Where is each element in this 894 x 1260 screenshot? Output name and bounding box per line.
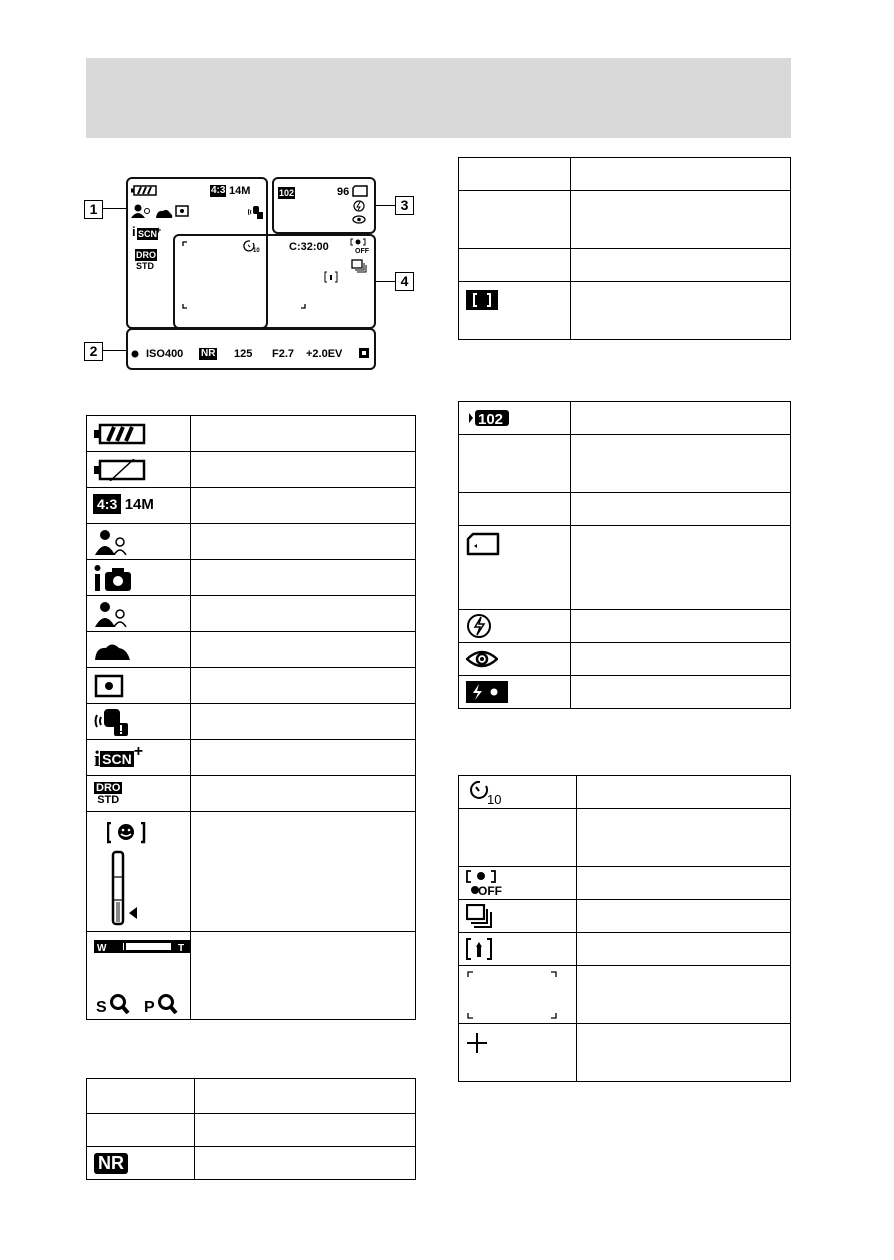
exposure-value: +2.0EV (306, 348, 343, 360)
table-row (87, 740, 416, 776)
camera-shake-warning-icon (248, 204, 264, 219)
memory-card-icon (466, 532, 500, 556)
table-row (459, 249, 791, 282)
dro-badge: DRO (96, 781, 121, 794)
table-row (87, 812, 416, 932)
table-row (87, 1079, 416, 1114)
precision-zoom-label: P (144, 999, 155, 1014)
smile-shutter-off-icon (350, 238, 372, 254)
iso-value: ISO400 (146, 348, 184, 360)
table-row (87, 668, 416, 704)
table-row (459, 493, 791, 526)
recording-time: C:32:00 (289, 241, 329, 253)
metering-spot-icon (94, 674, 124, 698)
zoom-t-label: T (178, 943, 185, 954)
superior-auto-plus: + (156, 225, 162, 235)
nr-icon: NR (201, 348, 216, 359)
table-row (459, 776, 791, 809)
spot-af-frame-icon (466, 290, 498, 310)
table-row (459, 191, 791, 249)
flash-off-icon (353, 200, 365, 212)
table-row (87, 452, 416, 488)
superior-auto-icon (94, 743, 143, 772)
area-label-4: 4 (395, 272, 414, 291)
plus-sign: + (133, 743, 144, 760)
shutter-speed: 125 (234, 348, 253, 360)
superior-auto-i: i (132, 224, 136, 239)
remaining-shots: 96 (337, 186, 350, 198)
table-row (459, 933, 791, 966)
zoom-w-label: W (97, 943, 107, 954)
table-row (459, 676, 791, 709)
battery-full-icon (94, 423, 146, 445)
camera-shake-warning-icon (94, 707, 134, 737)
table-row (87, 1147, 416, 1180)
table-row (87, 632, 416, 668)
flash-off-icon (466, 613, 492, 639)
table-row (459, 402, 791, 435)
dro-standard-icon (94, 782, 122, 806)
landscape-scene-icon (155, 207, 173, 218)
spot-metering-crosshair-icon (324, 271, 338, 283)
landscape-scene-icon (94, 639, 132, 661)
battery-full-icon (131, 185, 157, 196)
area-label-2: 2 (84, 342, 103, 361)
svg-text:10: 10 (253, 248, 260, 253)
table-row (87, 416, 416, 452)
section-header-band (86, 58, 791, 138)
table-row (87, 776, 416, 812)
red-eye-icon (352, 215, 366, 224)
metering-icon (359, 348, 369, 358)
metering-spot-icon (175, 205, 189, 217)
table-row (87, 488, 416, 524)
memory-card-icon (352, 185, 368, 197)
folder-icon (466, 409, 510, 427)
svg-text:OFF: OFF (355, 248, 369, 254)
flash-charging-icon (466, 681, 508, 703)
icons-table-right-2 (458, 401, 791, 709)
table-row (459, 282, 791, 340)
leader-line (376, 281, 395, 282)
dro-label: DRO (136, 250, 156, 260)
nr-icon: NR (94, 1153, 128, 1174)
leader-line (103, 208, 127, 209)
aspect-ratio-badge: 4:3 (94, 495, 120, 513)
battery-empty-icon (94, 459, 146, 481)
red-eye-icon (466, 649, 498, 669)
table-row (459, 809, 791, 867)
folder-number: 102 (478, 410, 504, 427)
self-timer-icon (466, 779, 506, 805)
scene-recognition-icon (94, 529, 130, 555)
table-row (459, 435, 791, 493)
table-row (459, 158, 791, 191)
intelligent-auto-icon (94, 564, 134, 592)
std-label: STD (97, 793, 120, 806)
portrait-scene-icon (131, 204, 153, 218)
table-row (459, 966, 791, 1024)
smile-detection-sensitivity-icon (107, 822, 147, 926)
table-row (87, 596, 416, 632)
table-row (459, 526, 791, 610)
burst-icon (466, 904, 494, 928)
icons-table-right-3 (458, 775, 791, 1082)
superior-auto-icon: SCN (138, 229, 158, 239)
image-size-text: 14M (229, 185, 251, 197)
icons-table-bottom-left (86, 1078, 416, 1180)
spot-metering-cross-icon (466, 1032, 488, 1054)
recording-dot-icon (131, 350, 139, 358)
icons-table-right-1 (458, 157, 791, 340)
superior-auto-i: i (94, 746, 101, 771)
table-row (87, 560, 416, 596)
self-timer-icon (242, 239, 260, 253)
table-row (87, 524, 416, 560)
dro-std-label: STD (136, 261, 154, 271)
smart-zoom-label: S (96, 999, 107, 1014)
af-range-finder-frame-icon (466, 970, 558, 1020)
off-label: OFF (478, 884, 502, 896)
aperture-value: F2.7 (272, 348, 295, 360)
scn-badge: SCN (102, 751, 132, 767)
leader-line (376, 205, 395, 206)
burst-icon (351, 259, 367, 273)
table-row (459, 643, 791, 676)
timer-seconds: 10 (487, 792, 502, 805)
table-row (87, 704, 416, 740)
folder-icon: 102 (279, 188, 295, 198)
zoom-scale-icon (94, 940, 190, 1014)
table-row (87, 1114, 416, 1147)
portrait-scene-icon (94, 601, 130, 627)
table-row (459, 610, 791, 643)
icons-table-left (86, 415, 416, 1020)
table-row (459, 900, 791, 933)
image-size-text: 14M (124, 496, 154, 514)
area-label-1: 1 (84, 200, 103, 219)
lcd-screen-diagram (84, 176, 424, 376)
image-size-icon (94, 496, 154, 514)
table-row (87, 932, 416, 1020)
area-label-3: 3 (395, 196, 414, 215)
leader-line (103, 350, 127, 351)
table-row (459, 1024, 791, 1082)
spot-metering-crosshair-icon (466, 938, 492, 960)
table-row (459, 867, 791, 900)
aspect-badge: 4:3 (211, 185, 226, 196)
smile-shutter-off-icon (466, 870, 508, 896)
